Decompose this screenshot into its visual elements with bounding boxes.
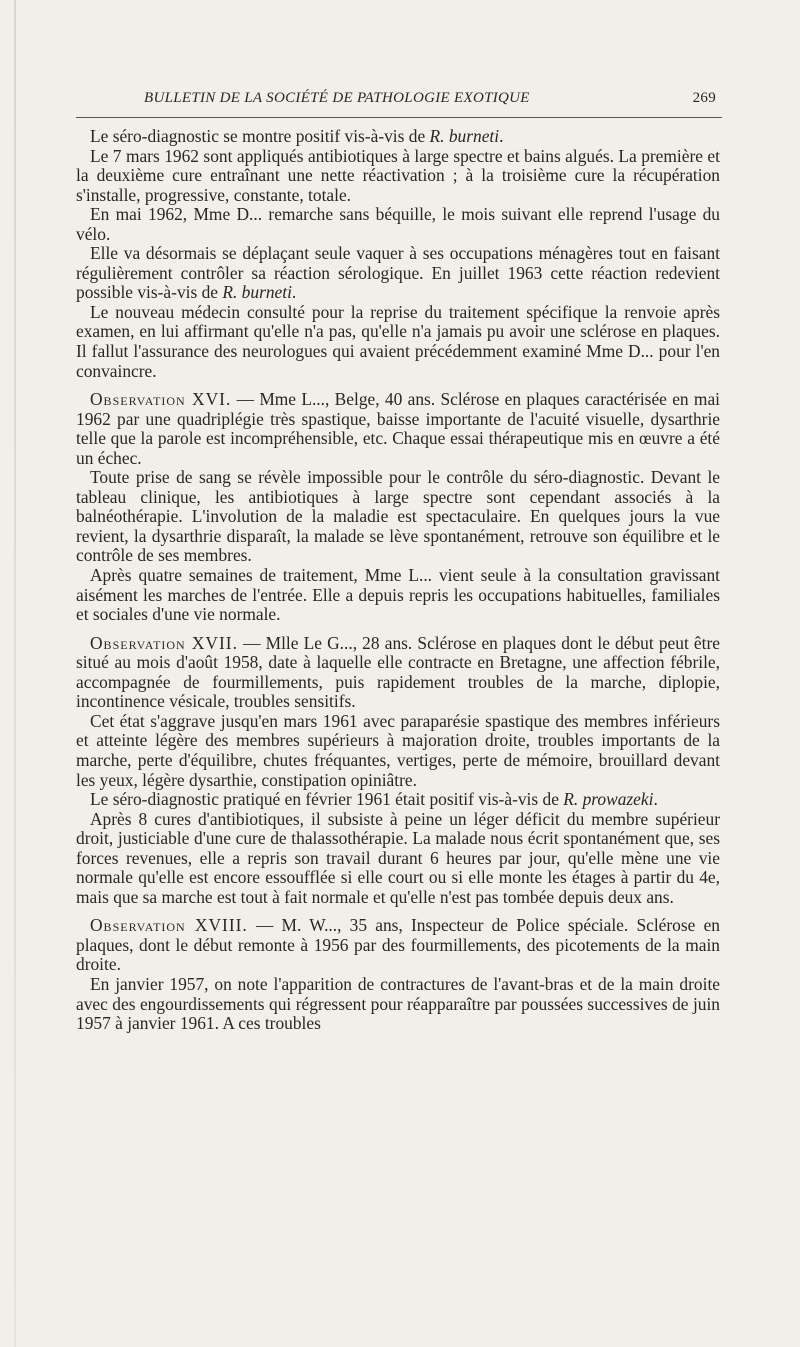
observation-label: Observation XVIII. <box>90 915 248 936</box>
paragraph: Le 7 mars 1962 sont appliqués antibiotiques à large spectre et bains algués. La première et la deuxième cure entraînant une nette réactivation ; à la troisième cure la récupération s'installe, progressive, constante, totale. <box>76 145 720 205</box>
running-header <box>76 86 722 112</box>
page-gutter-shadow <box>14 0 16 1347</box>
paragraph: Après quatre semaines de traitement, Mme L... vient seule à la consultation gravissant aisément les marches de l'entrée. Elle a depuis repris les occupations habituelles, familiales et sociales d'une vie normale. <box>76 565 720 625</box>
paragraph: Après 8 cures d'antibiotiques, il subsiste à peine un léger déficit du membre supérieur droit, justiciable d'une cure de thalassothérapie. La malade nous écrit spontanément que, ses forces revenues, elle a repris son travail durant 6 heures par jour, qu'elle mène une vie normale qu'elle est encore essoufflée si elle court ou si elle monte les étages à partir du 4e, mais que sa marche est tout à fait normale et qu'elle n'est pas tombée depuis deux ans. <box>76 808 720 907</box>
paragraph: En mai 1962, Mme D... remarche sans béquille, le mois suivant elle reprend l'usage du vélo. <box>76 204 720 244</box>
observation-paragraph: Observation XVII. — Mlle Le G..., 28 ans. Sclérose en plaques dont le début peut être situé au mois d'août 1958, date à laquelle elle contracte en Bretagne, une affection fébrile, accompagnée de fourmillements, puis rapidement troubles de la marche, diplopie, incontinence vésicale, troubles sensitifs. <box>76 632 720 712</box>
header-rule <box>76 117 722 118</box>
paragraph: Le séro-diagnostic pratiqué en février 1961 était positif vis-à-vis de R. prowazeki. <box>90 789 658 810</box>
observation-label: Observation XVI. <box>90 389 232 410</box>
observation-label: Observation XVII. <box>90 632 238 653</box>
journal-title: BULLETIN DE LA SOCIÉTÉ DE PATHOLOGIE EXOTIQUE <box>144 90 530 106</box>
paragraph: Elle va désormais se déplaçant seule vaquer à ses occupations ménagères tout en faisant régulièrement contrôler sa réaction sérologique. En juillet 1963 cette réaction redevient possible vis-à-vis de R. burneti. <box>76 243 720 303</box>
paragraph: En janvier 1957, on note l'apparition de contractures de l'avant-bras et de la main droite avec des engourdissements qui régressent pour réapparaître par poussées successives de juin 1957 à janvier 1961. A ces troubles <box>76 973 720 1034</box>
paragraph: Toute prise de sang se révèle impossible pour le contrôle du séro-diagnostic. Devant le tableau clinique, les antibiotiques à large spectre sont cependant associés à la balnéothérapie. L'involution de la maladie est spectaculaire. En quelques jours la vue revient, la dysarthrie disparaît, la malade se lève spontanément, retrouve son équilibre et le contrôle de ses membres. <box>76 467 720 566</box>
paragraph: Le séro-diagnostic se montre positif vis-à-vis de R. burneti. <box>90 126 504 146</box>
body-text <box>76 127 720 1034</box>
page-number: 269 <box>692 90 716 106</box>
observation-paragraph: Observation XVIII. — M. W..., 35 ans, Inspecteur de Police spéciale. Sclérose en plaques, dont le début remonte à 1956 par des fourmillements, des picotements de la main droite. <box>76 915 720 975</box>
paragraph: Cet état s'aggrave jusqu'en mars 1961 avec paraparésie spastique des membres inférieurs et atteinte légère des membres supérieurs à majoration droite, troubles importants de la marche, perte d'équilibre, chutes fréquantes, vertiges, perte de mémoire, brouillard devant les yeux, légère dysarthie, constipation opiniâtre. <box>76 710 720 790</box>
paragraph: Le nouveau médecin consulté pour la reprise du traitement spécifique la renvoie après examen, en lui affirmant qu'elle n'a pas, qu'elle n'a jamais pu avoir une sclérose en plaques. Il fallut l'assurance des neurologues qui avaient précédemment examiné Mme D... pour l'en convaincre. <box>76 301 720 381</box>
observation-paragraph: Observation XVI. — Mme L..., Belge, 40 ans. Sclérose en plaques caractérisée en mai 1962 par une quadriplégie très spastique, baisse importante de l'acuité visuelle, dysarthrie telle que la parole est incompréhensible, etc. Chaque essai thérapeutique mis en œuvre a été un échec. <box>76 389 720 468</box>
